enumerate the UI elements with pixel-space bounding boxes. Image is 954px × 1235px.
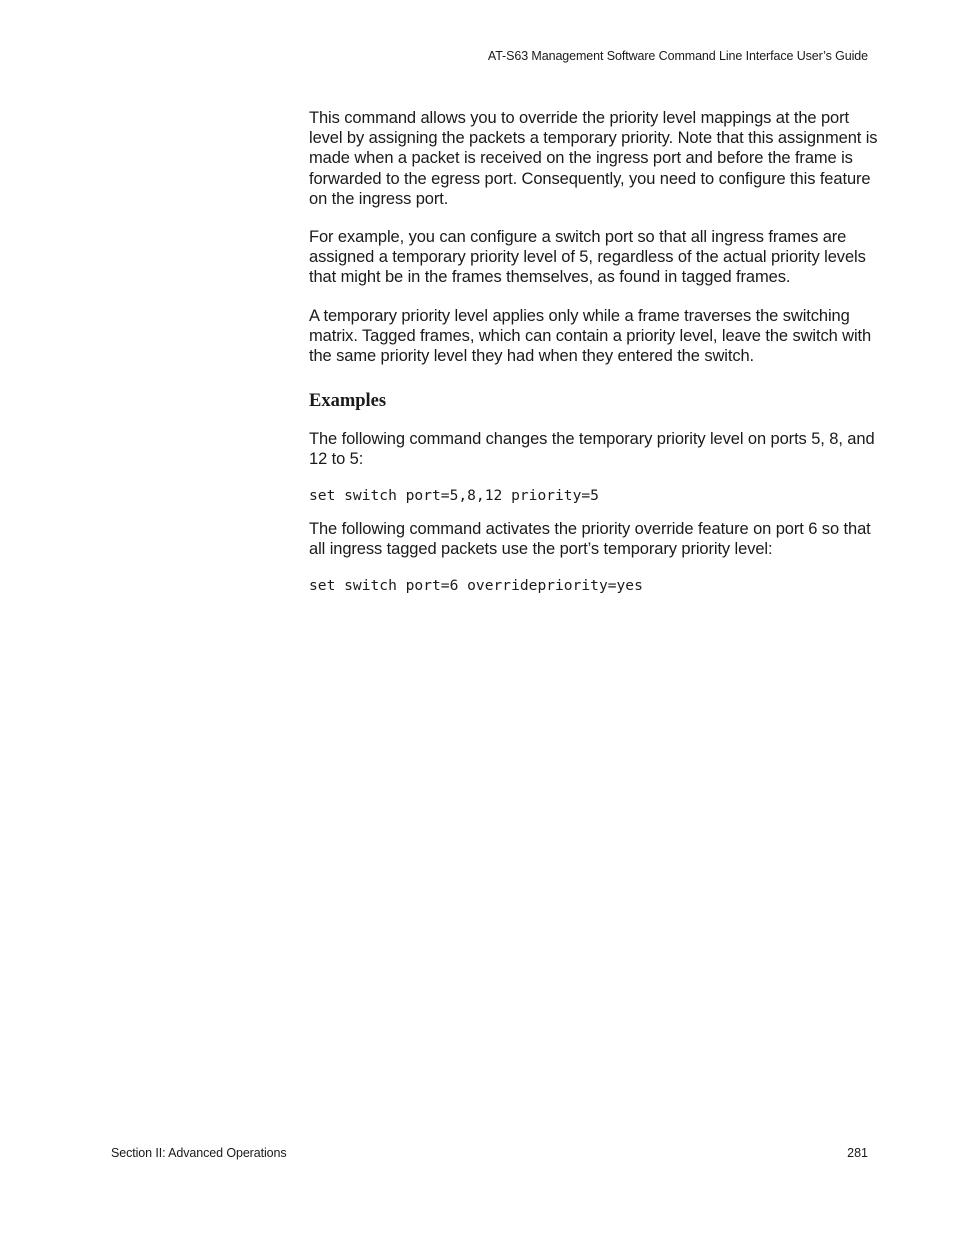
running-header: AT-S63 Management Software Command Line Interface User’s Guide (487, 49, 868, 63)
paragraph-temporary-priority: A temporary priority level applies only while a frame traverses the switching matrix. Tagged frames, which can contain a priority level, leave the switch with the same priority level they had when they entered the switch. (309, 306, 872, 366)
paragraph-override-description: This command allows you to override the priority level mappings at the port level by assigning the packets a temporary priority. Note that this assignment is made when a packet is received on the ingress port and before the frame is forwarded to the egress port. Consequently, you need to configure this feature on the ingress port. (309, 109, 878, 208)
example1-code: set switch port=5,8,12 priority=5 (309, 486, 599, 504)
page-number: 281 (847, 1146, 868, 1160)
paragraph-example-description: For example, you can configure a switch port so that all ingress frames are assigned a temporary priority level of 5, regardless of the actual priority levels that might be in the frames themselves, as found in tagged frames. (309, 228, 866, 287)
example2-text: The following command activates the priority override feature on port 6 so that all ingress tagged packets use the port’s temporary priority level: (309, 519, 871, 558)
examples-heading: Examples (309, 391, 387, 412)
example1-text: The following command changes the temporary priority level on ports 5, 8, and 12 to 5: (309, 430, 875, 469)
footer-section: Section II: Advanced Operations (111, 1146, 287, 1160)
page-body (309, 108, 879, 596)
example2-code: set switch port=6 overridepriority=yes (309, 577, 643, 595)
